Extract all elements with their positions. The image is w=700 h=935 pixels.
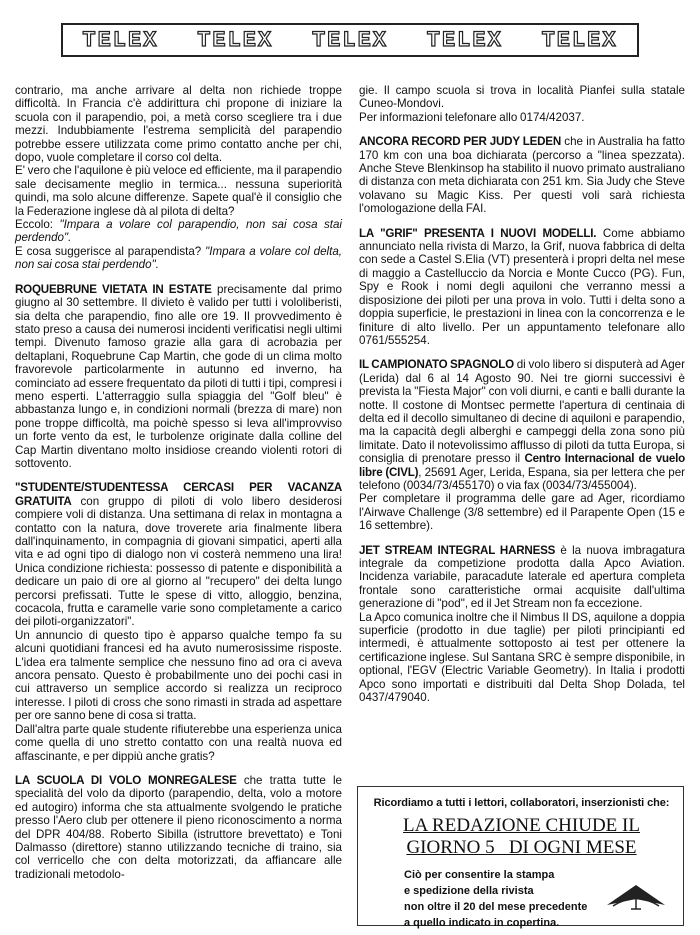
article-body: Come abbiamo annunciato nella rivista di Marzo, la Grif, nuova fabbrica di delta con sede a Castel S.Elia (VT) presenterà i propri delta nel mese di maggio a Castelluccio da Norcia e Monte Cucco (PG). Fun, Spy e Rook i nomi degli aquiloni che verranno messi a disposizione dei piloti per una prova in volo. Tutti i delta sono a doppia superficie, le prestazioni in linea con la concorrenza e le finiture di alto livello. Per un appuntamento telefonare allo 0761/555254. xyxy=(359,226,685,347)
notice-line: e spedizione della rivista xyxy=(404,885,534,897)
article-monregalese xyxy=(15,774,342,881)
article-body: che in Australia ha fatto 170 km con una boa dichiarata (percorso a "linea spezzata). Anche Steve Blenkinsop ha stabilito il nuovo primato australiano di distanza con meta dichiarata con 251 km. Sia Judy che Steve volavano su Magic Kiss. Per questi voli sarà richiesta l'omologazione della FAI. xyxy=(359,135,685,216)
notice-line: a quello indicato in copertina. xyxy=(404,917,560,929)
right-column xyxy=(359,84,685,704)
left-column xyxy=(15,84,342,881)
text: E cosa suggerisce al parapendista? xyxy=(15,244,206,258)
notice-intro: Ricordiamo a tutti i lettori, collaboratori, inserzionisti che: xyxy=(373,797,670,809)
paragraph: Un annuncio di questo tipo è apparso qualche tempo fa su alcuni quotidiani francesi ed ha avuto numerosissime risposte. L'idea era talmente semplice che nessuno fino ad ora ci aveva ancora pensato. Questo è probabilmente uno dei pochi casi in cui attraverso un semplice accordo si realizza un reciproco interesse. I piloti di cross che sono rimasti in strada ad aspettare per ore sanno bene di cosa si tratta. xyxy=(15,628,342,723)
article-body: , 25691 Ager, Lerida, Espana, sia per lettera che per telefono (0034/73/455170) o via fax (0034/73/455004). xyxy=(359,465,685,492)
article-headline: IL CAMPIONATO SPAGNOLO xyxy=(359,358,514,372)
paragraph: La Apco comunica inoltre che il Nimbus II DS, aquilone a doppia superficie (prodotto in due taglie) per piloti principianti ed intermedi, è attualmente sottoposto ai test per ottenere la certificazione inglese. Sul Santana SRC è sempre disponibile, in optional, l'EGV (Electric Variable Geometry). In Italia i prodotti Apco sono importati e distribuiti dal Delta Shop Dolada, tel 0437/479040. xyxy=(359,610,685,705)
header-word: TELEX xyxy=(426,27,503,53)
article-body: con gruppo di piloti di volo libero desiderosi compiere voli di distanza. Una settimana di relax in montagna a contatto con la natura, dove troverete aria finalmente libera dall'inquinamento, in compagnia di giovani simpatici, aperti alla vita e ad ogni tipo di dialogo non vi costerà nemmeno una lira! Unica condizione richiesta: possesso di patente e disponibilità a dedicare un paio di ore al giorno al "recupero" dei delta lungo percorsi prefissati. Tutte le spese di vitto, alloggio, benzina, cocacola, frutta e caramelle varie sono completamente a carico dei piloti-organizzatori". xyxy=(15,494,342,629)
quote: "Impara a volare col delta, non sai cosa stai perdendo". xyxy=(15,244,342,272)
header-word: TELEX xyxy=(82,27,159,53)
article-studente xyxy=(15,481,342,628)
telex-header xyxy=(61,23,639,57)
article-jet-stream xyxy=(359,544,685,611)
article-grif xyxy=(359,227,685,348)
article-headline: JET STREAM INTEGRAL HARNESS xyxy=(359,543,556,557)
article-headline: LA "GRIF" PRESENTA I NUOVI MODELLI. xyxy=(359,226,597,240)
paragraph: contrario, ma anche arrivare al delta non richiede troppe difficoltà. In Francia c'è addirittura chi propone di iniziare la scuola con il parapendio, poi, a metà corso scegliere tra i due mezzi. Indubbiamente l'estrema semplicità del parapendio potrebbe essere utilizzata come primo contatto anche per chi, dopo, vuole completare il corso col delta. xyxy=(15,84,342,165)
article-body: di volo libero si disputerà ad Ager (Lerida) dal 6 al 14 Agosto 90. Nei tre giorni successivi è prevista la "Fiesta Major" con voli diurni, e canti e balli durante la notte. Il costone di Montsec permette l'apertura di centinaia di delta ed il decollo simultaneo di decine di aquiloni e parapendio, ma la capacità degli alberghi e campeggi della zona sono più limitate. Dato il notevolissimo afflusso di piloti da tutta Europa, si consiglia di prenotare presso il xyxy=(359,358,685,466)
organization-name: Centro Internacional de vuelo libre (CIVL) xyxy=(359,452,685,479)
paragraph: Per completare il programma delle gare ad Ager, ricordiamo l'Airwave Challenge (3/8 settembre) ed il Parapente Open (15 e 16 settembre). xyxy=(359,492,685,533)
article-body: è la nuova imbragatura integrale da competizione prodotta dalla Apco Aviation. Incidenza variabile, paracadute laterale ed apertura completa frontale sono caratteristiche ormai acquisite dall'ultima generazione di "pod", ed il Jet Stream non fa eccezione. xyxy=(359,543,685,611)
article-campionato xyxy=(359,358,685,492)
paragraph: gie. Il campo scuola si trova in località Pianfei sulla statale Cuneo-Mondovi. xyxy=(359,84,685,111)
article-headline: "STUDENTE/STUDENTESSA CERCASI PER VACANZA GRATUITA xyxy=(15,481,342,508)
paragraph xyxy=(15,218,342,245)
quote: "Impara a volare col parapendio, non sai cosa stai perdendo". xyxy=(15,218,342,245)
paragraph: Per informazioni telefonare allo 0174/42037. xyxy=(359,110,585,124)
header-word: TELEX xyxy=(197,27,274,53)
article-headline: ROQUEBRUNE VIETATA IN ESTATE xyxy=(15,282,212,296)
article-body: precisamente dal primo giugno al 30 settembre. Il divieto è valido per tutti i vololiberisti, sia delta che parapendio, fino alle ore 19. Il provvedimento è stato preso a causa dei numerosi incidenti verificatisi negli ultimi tempi. Divenuto famoso grazie alla gara di acrobazia per deltaplani, Roquebrune Cap Martin, che gode di un clima molto fravorevole particolarmente in autunno ed inverno, ha cominciato ad essere frequentato da piloti di tutti i tipi, compresi i meno esperti. L'atterraggio sulla spiaggia del "Golf bleu" è abbastanza lungo e, in condizioni normali (brezza di mare) non pone troppe difficoltà, ma poichè spesso si leva all'improvviso un forte vento da est, le turbolenze originate dalla colline del Cap Martin diventano molto insidiose creando violenti rotori di sottovento. xyxy=(15,282,342,470)
header-word: TELEX xyxy=(541,27,618,53)
notice-headline-2: GIORNO 5 DI OGNI MESE xyxy=(406,837,637,858)
article-headline: ANCORA RECORD PER JUDY LEDEN xyxy=(359,135,562,149)
article-judy-leden xyxy=(359,135,685,215)
paragraph: E' vero che l'aquilone è più veloce ed efficiente, ma il parapendio sale decisamente meglio in termica... nessuna superiorità quindi, ma solo alcune differenze. Sapete qual'è il consiglio che la Federazione inglese dà al pilota di delta? xyxy=(15,164,342,218)
article-roquebrune xyxy=(15,283,342,471)
header-word: TELEX xyxy=(311,27,388,53)
notice-line: Ciò per consentire la stampa xyxy=(404,869,555,881)
notice-headline-1: LA REDAZIONE CHIUDE IL xyxy=(403,815,640,836)
article-body: che tratta tutte le specialità del volo da diporto (parapendio, delta, volo a motore ed autogiro) informa che sta attualmente svolgendo le pratiche presso l'Aero club per ottenere il pieno riconoscimento a norma del DPR 404/88. Roberto Sibilla (istruttore brevettato) e Toni Dalmasso (direttore) stanno utilizzando tecniche di traino, sia col verricello che con delta motorizzati, da affiancare alle tradizionali metodolo- xyxy=(15,773,342,881)
paragraph: Dall'altra parte quale studente rifiuterebbe una esperienza unica come quella di uno stretto contatto con una realtà nuova ed affascinante, e per dippiù anche gratis? xyxy=(15,722,342,763)
notice-line: non oltre il 20 del mese precedente xyxy=(404,901,588,913)
text: Eccolo: xyxy=(15,218,60,232)
deadline-notice xyxy=(357,786,684,929)
article-headline: LA SCUOLA DI VOLO MONREGALESE xyxy=(15,773,237,787)
hang-glider-logo-icon xyxy=(605,879,667,913)
paragraph xyxy=(15,245,342,272)
